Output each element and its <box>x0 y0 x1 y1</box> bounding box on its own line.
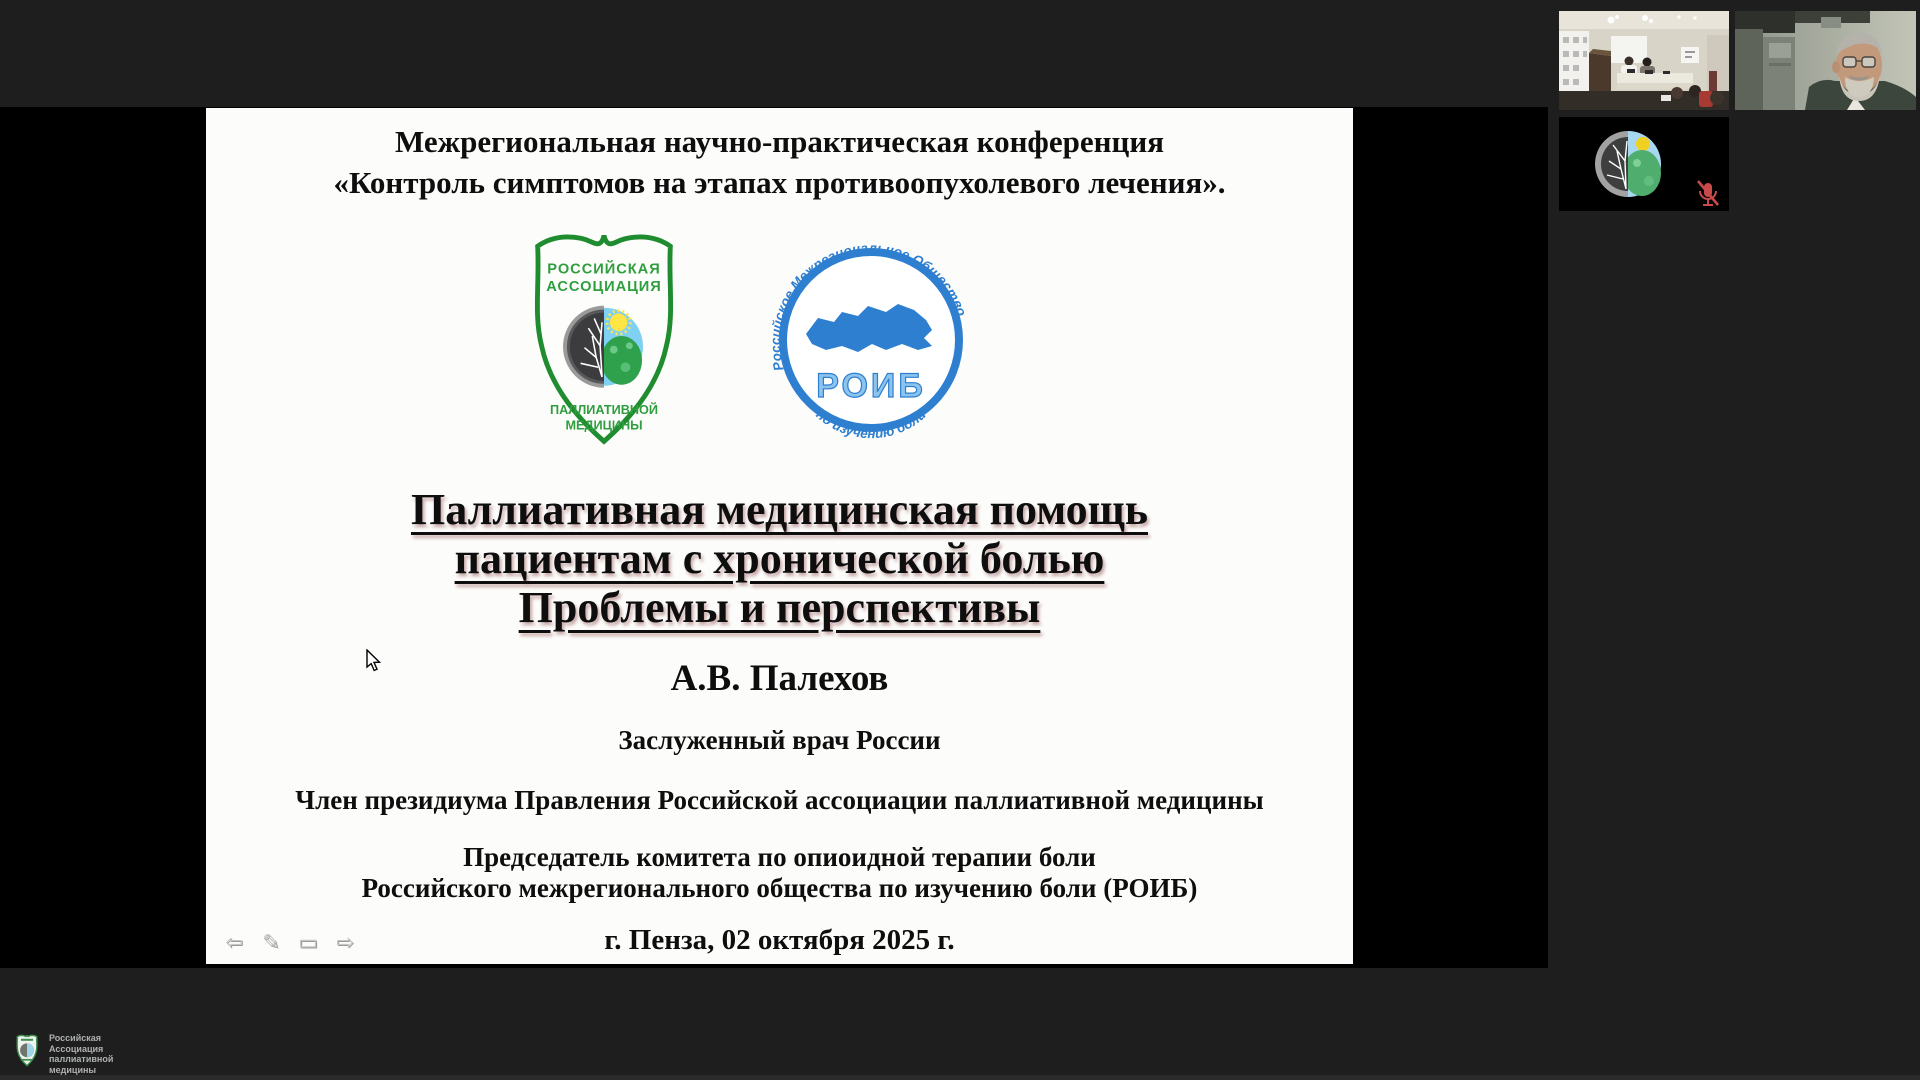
roib-logo <box>746 234 996 452</box>
conference-room-video <box>1559 11 1729 110</box>
author-name: А.В. Палехов <box>670 658 889 699</box>
video-thumbnail-speaker[interactable] <box>1735 11 1916 110</box>
video-thumbnail-muted-avatar[interactable] <box>1559 117 1729 211</box>
mouse-cursor <box>366 649 383 673</box>
slide-menu-icon[interactable]: ▭ <box>298 930 318 954</box>
slide-footer-date: г. Пенза, 02 октября 2025 г. <box>604 924 955 956</box>
prev-slide-icon[interactable]: ⇦ <box>225 930 243 954</box>
rapm-logo-text-4: МЕДИЦИНЫ <box>564 418 643 433</box>
conference-header-line1: Межрегиональная научно-практическая конференция <box>394 124 1164 159</box>
slide-title-line1: Паллиативная медицинская помощь <box>411 485 1148 534</box>
roib-abbr-text: РОИБ <box>815 367 926 405</box>
roib-arc-top-text: Российское Межрегиональное Общество <box>767 240 969 373</box>
author-credential-3a: Председатель комитета по опиоидной терапии боли <box>463 842 1096 872</box>
watermark-line4: медицины <box>49 1064 97 1075</box>
pen-tool-icon[interactable]: ✎ <box>262 930 280 954</box>
app-watermark <box>14 1033 113 1075</box>
watermark-line2: Ассоциация <box>49 1043 104 1054</box>
video-thumbnail-conference-room[interactable] <box>1559 11 1729 110</box>
logo-row <box>186 220 1333 452</box>
slide-title-line2: пациентам с хронической болью <box>454 534 1105 583</box>
rapm-logo-text-2: АССОЦИАЦИЯ <box>545 279 662 296</box>
author-credential-1: Заслуженный врач России <box>618 725 941 755</box>
speaker-video <box>1735 11 1916 110</box>
avatar-logo-video <box>1559 117 1729 211</box>
window-bottom-edge <box>0 1075 1920 1080</box>
conference-header-line2: «Контроль симптомов на этапах противоопухолевого лечения». <box>333 165 1226 200</box>
rapm-shield-logo <box>524 220 684 452</box>
slideshow-nav-toolbar <box>222 930 357 954</box>
rapm-logo-text-1: РОССИЙСКАЯ <box>546 261 661 278</box>
presentation-slide <box>206 108 1353 964</box>
next-slide-icon[interactable]: ⇨ <box>336 930 354 954</box>
watermark-line3: паллиативной <box>49 1054 114 1064</box>
author-credential-2: Член президиума Правления Российской ассоциации паллиативной медицины <box>295 785 1264 815</box>
slide-title-line3: Проблемы и перспективы <box>518 583 1041 632</box>
rapm-logo-text-3: ПАЛЛИАТИВНОЙ <box>549 403 658 418</box>
watermark-line1: Российская <box>49 1033 102 1043</box>
watermark-shield-icon <box>14 1033 40 1067</box>
roib-arc-bottom-text: по изучению боли <box>812 406 929 442</box>
author-credential-3b: Российского межрегионального общества по изучению боли (РОИБ) <box>361 873 1198 903</box>
